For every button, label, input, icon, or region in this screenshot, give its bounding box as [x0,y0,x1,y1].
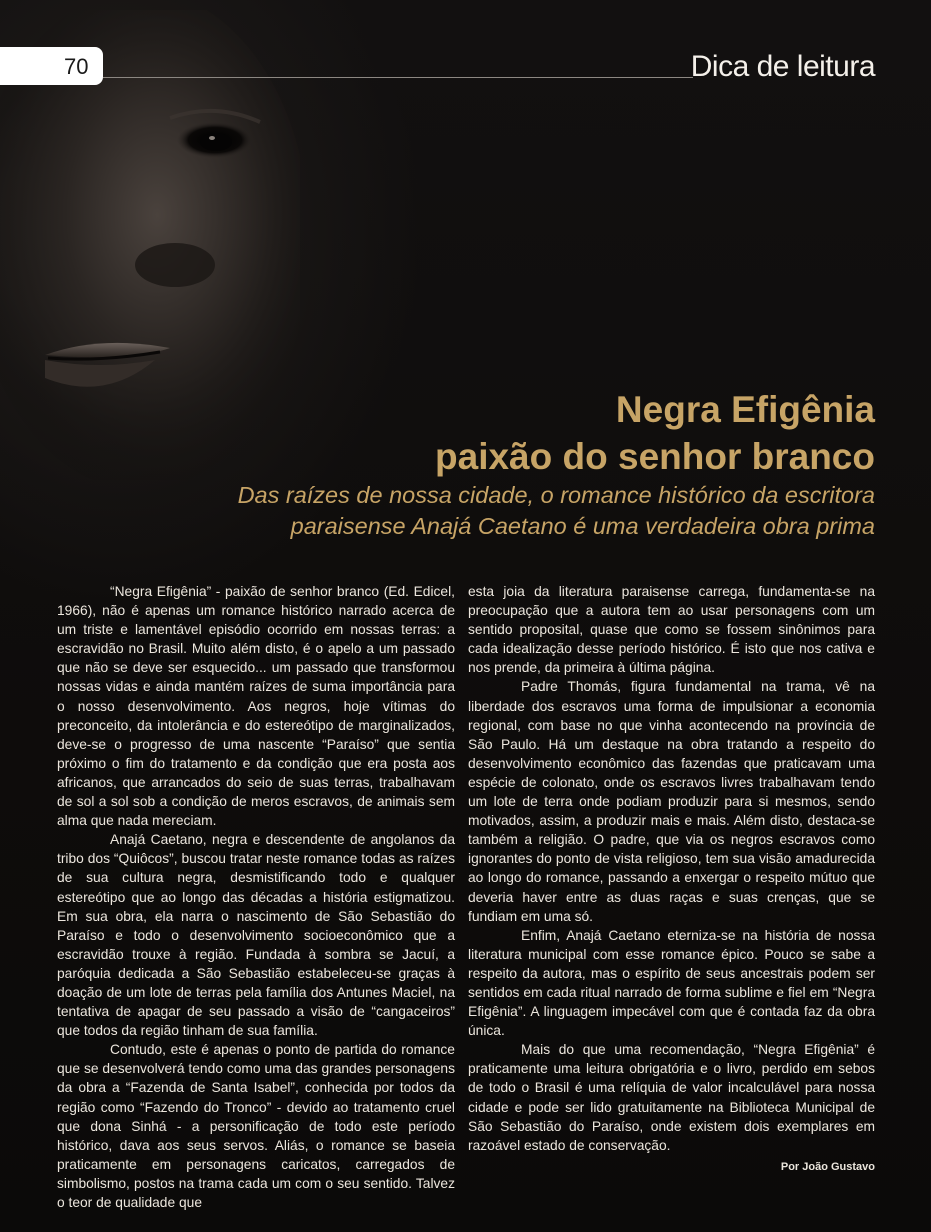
paragraph: Padre Thomás, figura fundamental na trama, vê na liberdade dos escravos uma forma de impulsionar a economia regional, com base no que vinha acontecendo na província de São Paulo. Há um destaque na obra tratando a respeito do desenvolvimento econômico das fazendas que praticavam uma espécie de colonato, onde os escravos livres trabalhavam tendo um lote de terra onde podiam produzir para si mesmos, sendo motivados, assim, a produzir mais e mais. Além disto, destaca-se também a religião. O padre, que via os negros escravos como ignorantes do ponto de vista religioso, tem sua visão amadurecida ao longo do romance, passando a enxergar o respeito mútuo que deveria haver entre as duas raças e suas crenças, que se fundiam em uma só. [468,679,875,924]
subtitle-line-2: paraisense Anajá Caetano é uma verdadeira obra prima [290,513,875,539]
subtitle-line-1: Das raízes de nossa cidade, o romance histórico da escritora [237,482,875,508]
author-byline: Por João Gustavo [780,1161,875,1173]
header-rule [103,77,693,78]
paragraph: Mais do que uma recomendação, “Negra Efigênia” é praticamente uma leitura obrigatória e o livro, perdido em sebos de todo o Brasil é uma relíquia de valor incalculável para nossa cidade e pode ser lido gratuitamente na Biblioteca Municipal de São Sebastião do Paraíso, onde existem dois exemplares em razoável estado de conservação. [468,1042,875,1153]
article-subtitle [175,480,875,542]
paragraph: esta joia da literatura paraisense carrega, fundamenta-se na preocupação que a autora tem ao usar personagens com um sentido proposital, quase que como se fossem sinônimos para cada idealização desse período histórico. É isto que nos cativa e nos prende, da primeira à última página. [468,584,875,676]
page-number: 70 [64,54,89,79]
section-title: Dica de leitura [690,50,875,83]
paragraph: “Negra Efigênia” - paixão de senhor branco (Ed. Edicel, 1966), não é apenas um romance histórico narrado acerca de um triste e lamentável episódio ocorrido em nossas terras: a escravidão no Brasil. Muito além disto, é o apelo a um passado que não se deve ser esquecido... um passado que transformou nossas vidas e ainda mantém raízes de suma importância para o nosso desenvolvimento. Aos negros, hoje vítimas do preconceito, da intolerância e do estereótipo de marginalizados, deve-se o progresso de uma nascente “Paraíso” que sentia próximo o fim do tratamento e da condição que era posta aos africanos, que arrancados do seio de suas terras, trabalhavam de sol a sol sob a condição de meros escravos, de animais sem alma que nada mereciam. [57,584,455,829]
headline-line-2: paixão do senhor branco [435,436,875,477]
right-text-column [468,582,875,1155]
paragraph: Contudo, este é apenas o ponto de partida do romance que se desenvolverá tendo como uma das grandes personagens da obra a “Fazenda de Santa Isabel”, conhecida por todos da região como “Fazendo do Tronco” - devido ao tratamento cruel que dona Sinhá - a personificação de todo este período histórico, dava aos seus servos. Aliás, o romance se baseia praticamente em personagens caricatos, carregados de simbolismo, postos na trama cada um com o seu sentido. Talvez o teor de qualidade que [57,1042,455,1210]
paragraph: Anajá Caetano, negra e descendente de angolanos da tribo dos “Quiôcos”, buscou tratar neste romance todas as raízes de sua cultura negra, desmistificando todo e qualquer estereótipo que ao longo das décadas a história estigmatizou. Em sua obra, ela narra o nascimento de São Sebastião do Paraíso e todo o desenvolvimento socioeconômico que a escravidão trouxe à região. Fundada à sombra se Jacuí, a paróquia dedicada a São Sebastião estabeleceu-se graças à doação de um lote de terras pela família dos Antunes Maciel, na tentativa de apagar de seu passado a visão de “cangaceiros” que todos da região tinham de sua família. [57,832,455,1039]
left-text-column [57,582,455,1212]
article-headline [435,386,875,480]
headline-line-1: Negra Efigênia [615,389,875,430]
paragraph: Enfim, Anajá Caetano eterniza-se na história de nossa literatura municipal com esse romance épico. Pouco se sabe a respeito da autora, mas o espírito de seus ancestrais podem ser sentidos em cada ritual narrado de forma sublime e fiel em “Negra Efigênia”. A linguagem impecável com que é contada faz da obra única. [468,927,875,1039]
